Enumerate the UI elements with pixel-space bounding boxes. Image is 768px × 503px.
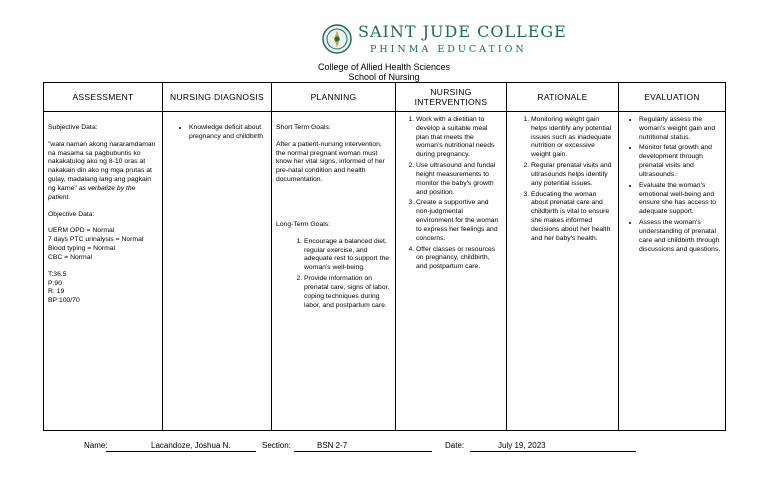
short-term-label: Short Term Goals: bbox=[276, 124, 331, 131]
vital-sign: R: 19 bbox=[48, 288, 65, 296]
table-row bbox=[44, 112, 726, 431]
name-label: Name: bbox=[84, 441, 108, 450]
objective-item: UERM OPD = Normal bbox=[48, 227, 115, 235]
list-item: 2. Regular prenatal visits and ultrasounds helps identify any potential issues. bbox=[531, 162, 614, 188]
header-nursing-diagnosis: NURSING DIAGNOSIS bbox=[163, 83, 272, 112]
interventions-cell bbox=[396, 112, 507, 431]
list-item: 2. Provide information on prenatal care, signs of labor, coping techniques during labor, and postpartum care. bbox=[304, 275, 391, 310]
list-item: • Regularly assess the woman's weight gain and nutritional status. bbox=[639, 116, 721, 142]
college-logo-row bbox=[322, 22, 567, 62]
nursing-care-plan-table bbox=[43, 82, 726, 431]
header-assessment: ASSESSMENT bbox=[44, 83, 163, 112]
diagnosis-cell bbox=[163, 112, 272, 431]
list-item: 3. Create a supportive and non-judgmental environment for the woman to express her feelings and concerns. bbox=[416, 199, 502, 243]
list-item: 1. Monitoring weight gain helps identify any potential issues such as inadequate nutrition or excessive weight gain. bbox=[531, 116, 614, 160]
vital-sign: BP:100/70 bbox=[48, 297, 80, 305]
evaluation-list bbox=[623, 116, 721, 254]
list-item: • Monitor fetal growth and development through prenatal visits and ultrasounds. bbox=[639, 144, 721, 179]
objective-label: Objective Data: bbox=[48, 210, 95, 218]
name-value: Lacandoze, Joshua N. bbox=[151, 441, 231, 450]
short-term-goal: After a patient-nursing intervention, the normal pregnant woman must know her vital signs, informed of her pre-natal condition and health documentation. bbox=[276, 140, 385, 184]
header-planning: PLANNING bbox=[272, 83, 396, 112]
section-label: Section: bbox=[262, 441, 291, 450]
planning-cell bbox=[272, 112, 396, 431]
list-item: • Assess the woman's understanding of prenatal care and childbirth through discussions and questions. bbox=[639, 219, 721, 254]
long-term-goals-list bbox=[276, 238, 391, 311]
section-value: BSN 2-7 bbox=[317, 441, 348, 450]
objective-item: Blood typing = Normal bbox=[48, 245, 116, 253]
list-item: 1. Work with a dietitian to develop a suitable meal plan that meets the woman's nutritional needs during pregnancy. bbox=[416, 116, 502, 160]
date-label: Date: bbox=[445, 441, 465, 450]
long-term-label: Long-Term Goals: bbox=[276, 220, 331, 228]
list-item: • Knowledge deficit about pregnancy and childbirth bbox=[189, 124, 267, 142]
header-evaluation: EVALUATION bbox=[619, 83, 726, 112]
college-tagline: PHINMA EDUCATION bbox=[370, 44, 527, 55]
section-underline bbox=[294, 441, 432, 452]
department-name: College of Allied Health Sciences bbox=[317, 62, 451, 72]
list-item: 3. Educating the woman about prenatal care and childbirth is vital to ensure she makes informed decisions about her health and her baby's health. bbox=[531, 191, 614, 244]
objective-item: 7 days PTC urinalysis = Normal bbox=[48, 236, 144, 244]
college-name: SAINT JUDE COLLEGE bbox=[358, 22, 567, 41]
rationale-list bbox=[511, 116, 614, 244]
header-nursing-interventions: NURSING INTERVENTIONS bbox=[396, 83, 507, 112]
objective-item: CBC = Normal bbox=[48, 253, 93, 261]
interventions-list bbox=[400, 116, 502, 272]
vital-sign: P:90 bbox=[48, 279, 62, 287]
rationale-cell bbox=[507, 112, 619, 431]
header-rationale: RATIONALE bbox=[507, 83, 619, 112]
subjective-data bbox=[48, 141, 158, 203]
subjective-label: Subjective Data: bbox=[48, 124, 98, 131]
list-item: 1. Encourage a balanced diet, regular exercise, and adequate rest to support the woman's well-being. bbox=[304, 238, 391, 273]
school-name: School of Nursing bbox=[348, 72, 420, 82]
date-underline bbox=[470, 441, 636, 452]
table-header-row bbox=[44, 83, 726, 112]
evaluation-cell bbox=[619, 112, 726, 431]
college-seal-icon bbox=[322, 24, 352, 54]
vital-sign: T:36.5 bbox=[48, 270, 67, 278]
list-item: 2. Use ultrasound and fundal height measurements to monitor the baby's growth and position. bbox=[416, 162, 502, 197]
assessment-cell bbox=[44, 112, 163, 431]
list-item: 4. Offer classes or resources on pregnancy, childbirth, and postpartum care. bbox=[416, 246, 502, 272]
subjective-note: as verbalize by the patient. bbox=[48, 184, 136, 201]
list-item: • Evaluate the woman's emotional well-being and ensure she has access to adequate support. bbox=[639, 182, 721, 217]
date-value: July 19, 2023 bbox=[498, 441, 546, 450]
subjective-quote: "wala naman akong nararamdaman na masama sa pagbubuntis ko nakakatulog ako ng 8-10 oras at nakakain din ako ng mga prutas at gulay, madalang lang ang pagkain ng karne" bbox=[48, 140, 156, 192]
diagnosis-list bbox=[167, 124, 267, 142]
